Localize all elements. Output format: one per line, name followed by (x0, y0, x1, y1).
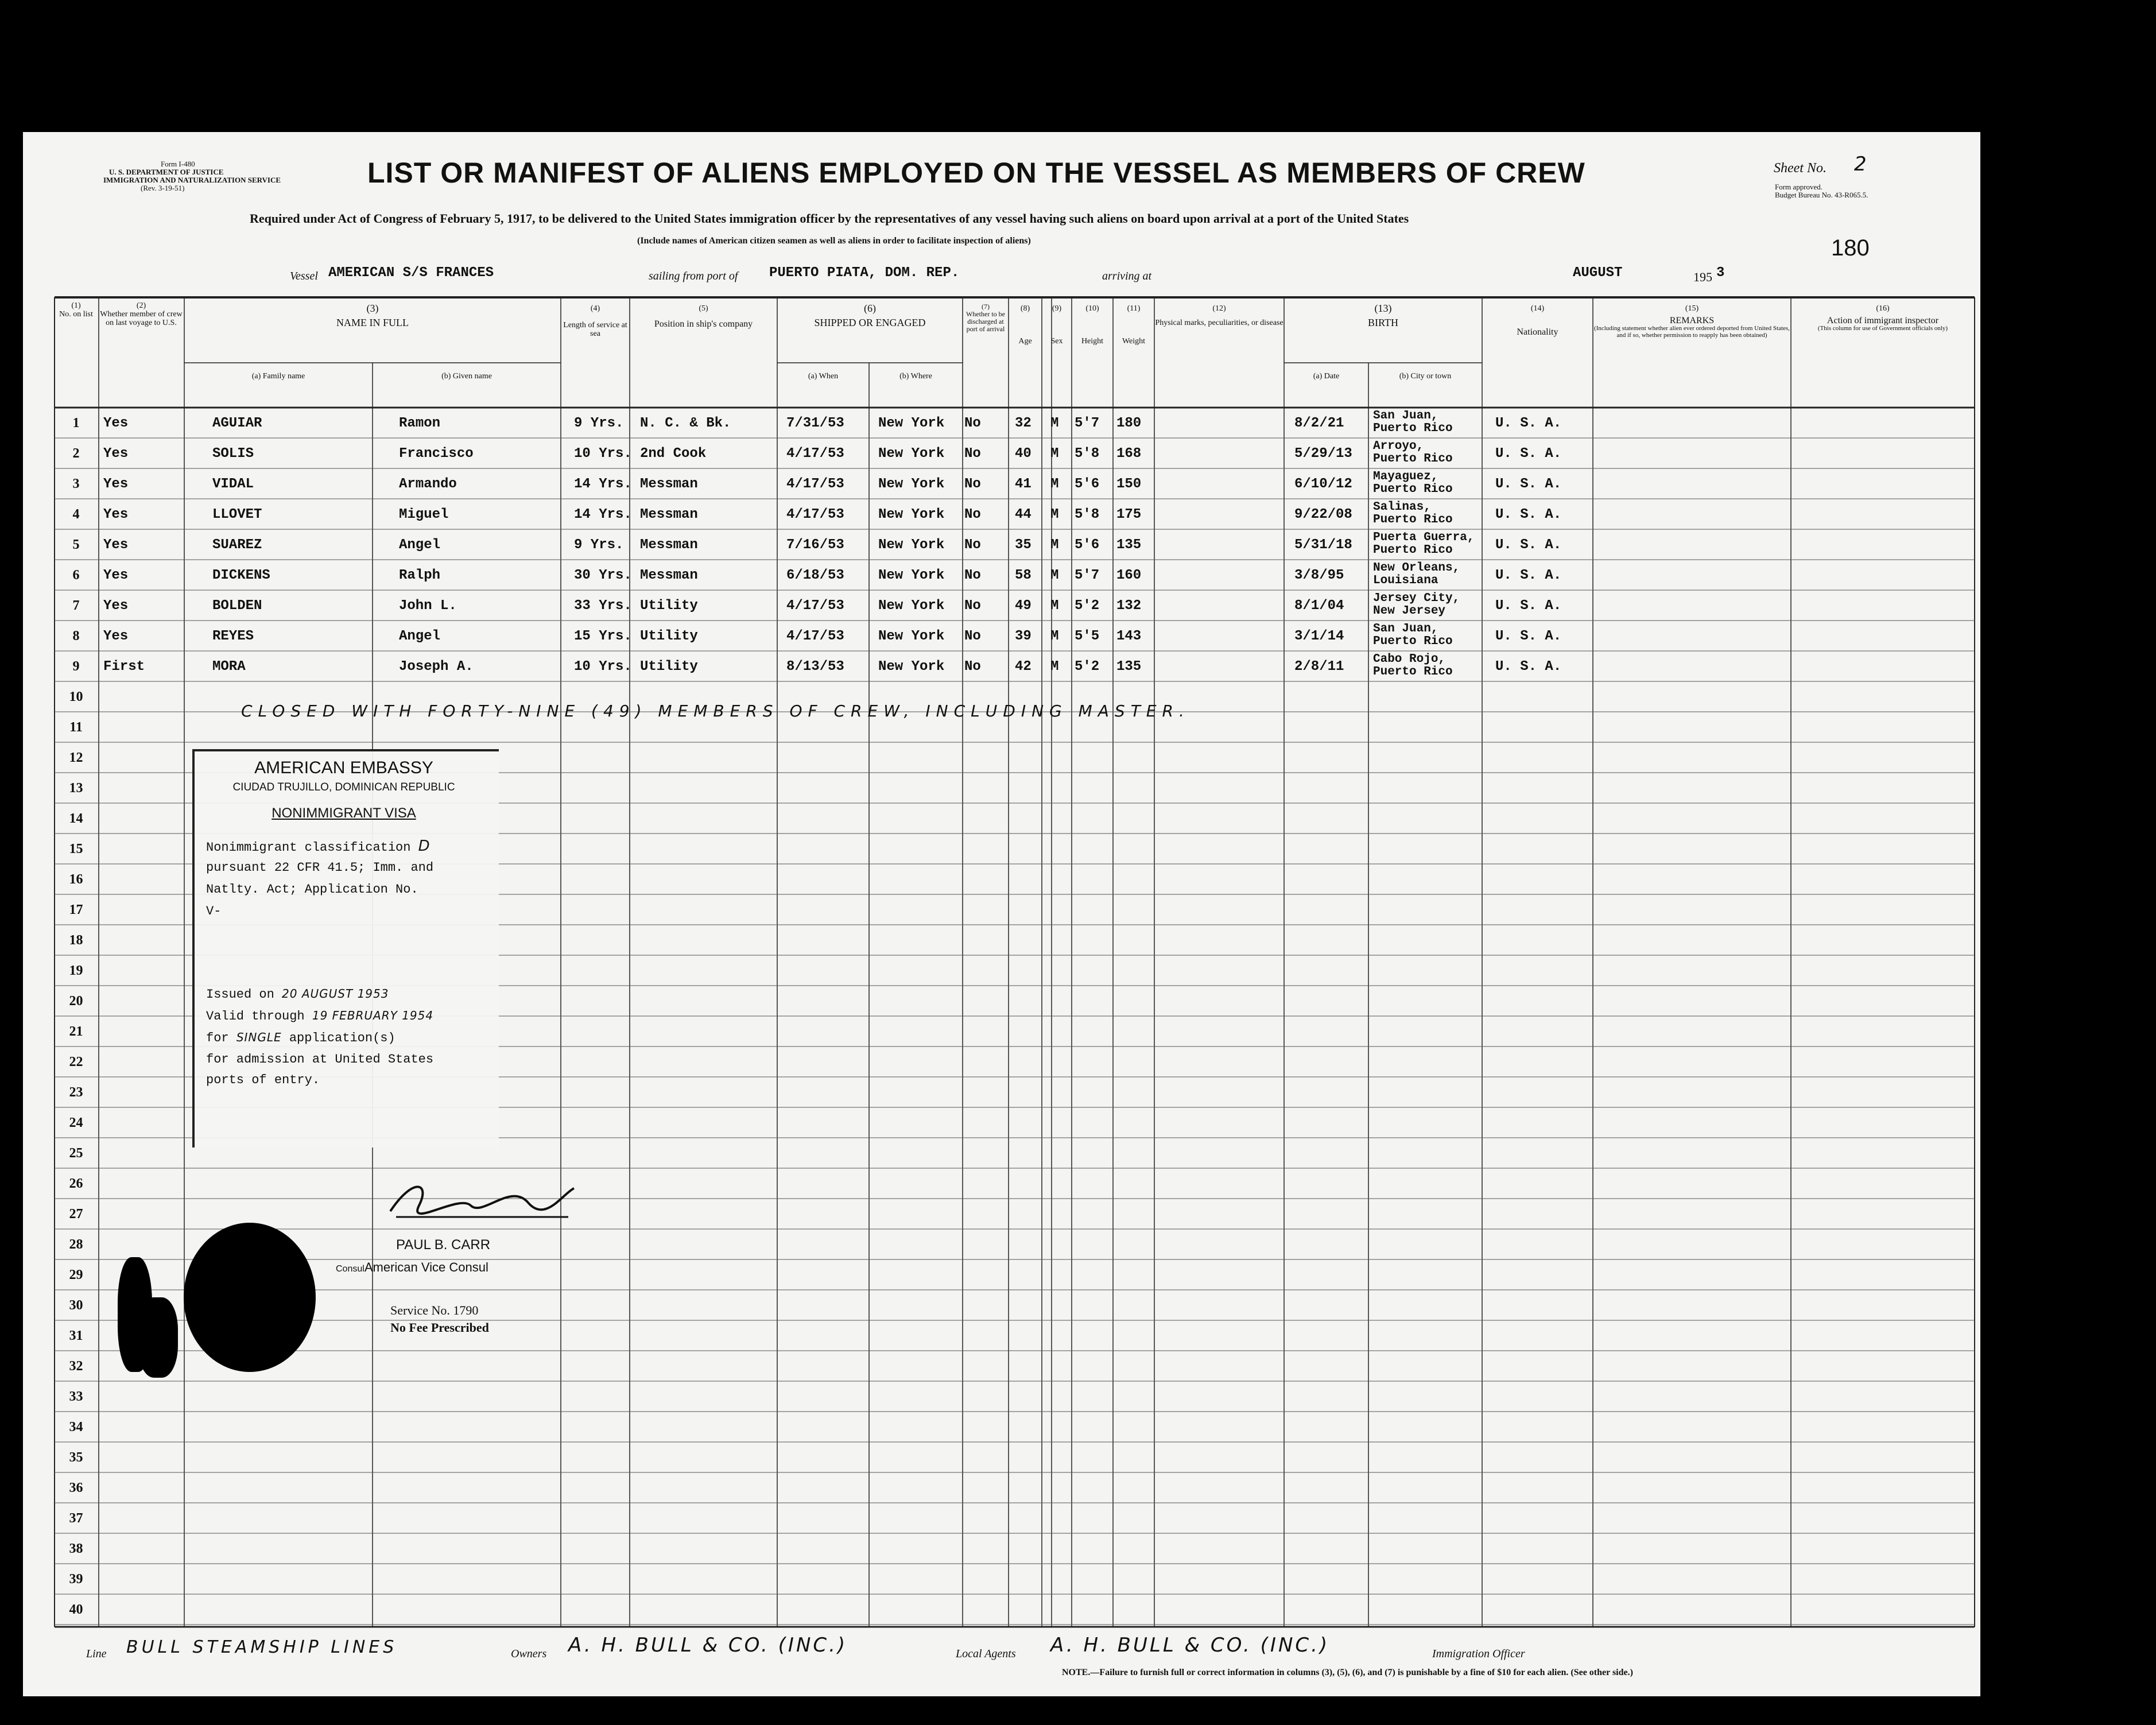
row-number: 7 (72, 598, 80, 613)
row-number: 10 (69, 689, 83, 704)
cell-discharged: No (964, 598, 981, 614)
cell-given: Armando (399, 476, 457, 492)
row-number: 32 (69, 1359, 83, 1374)
cell-birth-date: 8/2/21 (1294, 416, 1344, 431)
cell-height: 5'6 (1075, 537, 1100, 553)
cell-nationality: U. S. A. (1495, 476, 1562, 492)
cell-sex: M (1050, 446, 1059, 462)
cell-sex: M (1050, 476, 1059, 492)
cell-nationality: U. S. A. (1495, 568, 1562, 583)
cell-last: Yes (103, 476, 129, 492)
cell-height: 5'7 (1075, 416, 1100, 431)
cell-nationality: U. S. A. (1495, 416, 1562, 431)
cell-sex: M (1050, 629, 1059, 644)
cell-service: 14 Yrs. (574, 507, 632, 522)
cell-birth-date: 8/1/04 (1294, 598, 1344, 614)
cell-discharged: No (964, 416, 981, 431)
cell-height: 5'2 (1075, 598, 1100, 614)
budget-bureau: Budget Bureau No. 43-R065.5. (1775, 191, 1868, 199)
cell-birth-date: 5/29/13 (1294, 446, 1352, 462)
cell-given: Francisco (399, 446, 474, 462)
cell-service: 9 Yrs. (574, 416, 624, 431)
stamp-for: for SINGLE application(s) (206, 1030, 395, 1045)
closing-note: CLOSED WITH FORTY-NINE (49) MEMBERS OF CREW, INCLUDING MASTER. (241, 701, 1190, 720)
col7-header: (7) Whether to be discharged at port of arrival (966, 303, 1005, 333)
row-number: 1 (72, 416, 80, 431)
row-number: 28 (69, 1237, 83, 1252)
cell-discharged: No (964, 659, 981, 675)
col12-header: (12) Physical marks, peculiarities, or disease (1155, 304, 1283, 327)
cell-last: Yes (103, 629, 129, 644)
officer-label: Immigration Officer (1432, 1648, 1525, 1660)
row-number: 36 (69, 1480, 83, 1495)
cell-given: Ramon (399, 416, 441, 431)
cell-sex: M (1050, 659, 1059, 675)
arrival-month: AUGUST (1573, 265, 1623, 281)
footer-note: NOTE.—Failure to furnish full or correct information in columns (3), (5), (6), and (7) is punishable by a fine of $10 for each alien. (See other side.) (1062, 1668, 1633, 1677)
cell-height: 5'8 (1075, 446, 1100, 462)
col4-header: (4) Length of service at sea (563, 304, 627, 338)
cell-service: 10 Yrs. (574, 659, 632, 675)
row-number: 27 (69, 1207, 83, 1222)
cell-where: New York (878, 476, 945, 492)
cell-birth-city: Salinas, Puerto Rico (1373, 501, 1453, 526)
cell-where: New York (878, 629, 945, 644)
ink-blot (184, 1223, 316, 1372)
row-number: 37 (69, 1511, 83, 1526)
cell-given: Angel (399, 629, 441, 644)
row-number: 23 (69, 1085, 83, 1100)
cell-birth-city: Puerta Guerra, Puerto Rico (1373, 531, 1475, 557)
cell-family: AGUIAR (212, 416, 262, 431)
year-printed: 195 (1693, 270, 1712, 284)
stamp-issued: Issued on 20 AUGUST 1953 (206, 987, 389, 1002)
service-name: IMMIGRATION AND NATURALIZATION SERVICE (103, 176, 281, 184)
cell-family: LLOVET (212, 507, 262, 522)
cell-where: New York (878, 446, 945, 462)
cell-age: 41 (1015, 476, 1032, 492)
cell-family: SOLIS (212, 446, 254, 462)
department-name: U. S. DEPARTMENT OF JUSTICE (109, 168, 224, 176)
cell-discharged: No (964, 568, 981, 583)
row-number: 33 (69, 1389, 83, 1404)
cell-family: BOLDEN (212, 598, 262, 614)
cell-service: 33 Yrs. (574, 598, 632, 614)
cell-birth-city: Jersey City, New Jersey (1373, 592, 1460, 618)
col13a-header: (a) Date (1313, 372, 1340, 381)
cell-sex: M (1050, 568, 1059, 583)
cell-position: Messman (640, 568, 698, 583)
cell-weight: 168 (1116, 446, 1142, 462)
agents-value: A. H. BULL & CO. (INC.) (1050, 1634, 1330, 1657)
form-subnote: (Include names of American citizen seamen as well as aliens in order to facilitate inspection of aliens) (637, 236, 1031, 246)
cell-age: 49 (1015, 598, 1032, 614)
cell-age: 42 (1015, 659, 1032, 675)
service-number: Service No. 1790 (390, 1303, 479, 1317)
cell-when: 7/31/53 (786, 416, 844, 431)
col9-header: (9) Sex (1050, 304, 1063, 346)
cell-service: 9 Yrs. (574, 537, 624, 553)
cell-when: 4/17/53 (786, 446, 844, 462)
cell-where: New York (878, 507, 945, 522)
row-number: 2 (72, 446, 80, 461)
ink-blot (138, 1297, 178, 1378)
cell-sex: M (1050, 416, 1059, 431)
visa-stamp (192, 749, 499, 1148)
cell-nationality: U. S. A. (1495, 659, 1562, 675)
row-number: 34 (69, 1420, 83, 1435)
cell-nationality: U. S. A. (1495, 598, 1562, 614)
stamp-visa-type: NONIMMIGRANT VISA (272, 805, 416, 821)
cell-when: 4/17/53 (786, 507, 844, 522)
row-number: 14 (69, 811, 83, 826)
col1-header: (1) No. on list (59, 301, 93, 319)
page-number: 180 (1831, 235, 1870, 261)
stamp-admission: for admission at United States (206, 1052, 434, 1067)
cell-service: 14 Yrs. (574, 476, 632, 492)
stamp-valid: Valid through 19 FEBRUARY 1954 (206, 1009, 434, 1024)
col6a-header: (a) When (808, 372, 839, 381)
row-number: 17 (69, 902, 83, 917)
consul-name: PAUL B. CARR (396, 1237, 491, 1253)
cell-when: 7/16/53 (786, 537, 844, 553)
cell-weight: 175 (1116, 507, 1142, 522)
cell-position: Messman (640, 507, 698, 522)
cell-age: 32 (1015, 416, 1032, 431)
line-value: BULL STEAMSHIP LINES (126, 1637, 398, 1657)
col13b-header: (b) City or town (1399, 372, 1452, 381)
manifest-sheet (23, 132, 1980, 1696)
cell-last: Yes (103, 507, 129, 522)
cell-where: New York (878, 537, 945, 553)
owners-value: A. H. BULL & CO. (INC.) (568, 1634, 848, 1657)
col10-header: (10) Height (1081, 304, 1104, 346)
cell-discharged: No (964, 537, 981, 553)
col13-header: (13) BIRTH (1368, 303, 1398, 328)
cell-discharged: No (964, 476, 981, 492)
cell-when: 4/17/53 (786, 476, 844, 492)
cell-given: John L. (399, 598, 457, 614)
form-subtitle: Required under Act of Congress of February 5, 1917, to be delivered to the United States immigration officer by the representatives of any vessel having such aliens on board upon arrival at a port of the United States (250, 211, 1409, 226)
cell-position: Utility (640, 659, 698, 675)
cell-age: 44 (1015, 507, 1032, 522)
cell-weight: 132 (1116, 598, 1142, 614)
stamp-v-line: V- (206, 904, 222, 918)
row-number: 9 (72, 659, 80, 674)
consul-title: ConsulAmerican Vice Consul (336, 1260, 488, 1274)
cell-age: 40 (1015, 446, 1032, 462)
col16-header: (16) Action of immigrant inspector (This column for use of Government officials only) (1817, 304, 1948, 332)
col2-header: (2) Whether member of crew on last voyage to U.S. (100, 301, 183, 327)
stamp-ports: ports of entry. (206, 1073, 320, 1087)
cell-sex: M (1050, 537, 1059, 553)
cell-birth-city: New Orleans, Louisiana (1373, 561, 1460, 587)
cell-height: 5'6 (1075, 476, 1100, 492)
col3a-header: (a) Family name (251, 372, 305, 381)
sheet-number: 2 (1854, 153, 1869, 176)
cell-birth-date: 5/31/18 (1294, 537, 1352, 553)
cell-weight: 150 (1116, 476, 1142, 492)
cell-weight: 180 (1116, 416, 1142, 431)
cell-when: 4/17/53 (786, 629, 844, 644)
cell-given: Ralph (399, 568, 441, 583)
cell-where: New York (878, 659, 945, 675)
cell-when: 8/13/53 (786, 659, 844, 675)
sailing-label: sailing from port of (649, 270, 738, 282)
row-number: 13 (69, 781, 83, 796)
cell-discharged: No (964, 507, 981, 522)
cell-height: 5'8 (1075, 507, 1100, 522)
cell-birth-city: Cabo Rojo, Puerto Rico (1373, 653, 1453, 679)
cell-when: 4/17/53 (786, 598, 844, 614)
consul-signature (379, 1171, 585, 1234)
col11-header: (11) Weight (1122, 304, 1146, 346)
cell-position: Utility (640, 598, 698, 614)
row-number: 35 (69, 1450, 83, 1465)
row-number: 31 (69, 1328, 83, 1343)
cell-age: 35 (1015, 537, 1032, 553)
row-number: 15 (69, 842, 83, 856)
col3-header: (3) NAME IN FULL (336, 303, 409, 328)
arriving-label: arriving at (1102, 270, 1152, 282)
cell-position: N. C. & Bk. (640, 416, 731, 431)
cell-last: Yes (103, 568, 129, 583)
vessel-label: Vessel (290, 270, 318, 282)
cell-nationality: U. S. A. (1495, 446, 1562, 462)
line-label: Line (86, 1648, 107, 1660)
page-title: LIST OR MANIFEST OF ALIENS EMPLOYED ON THE VESSEL AS MEMBERS OF CREW (367, 157, 1585, 189)
cell-last: Yes (103, 537, 129, 553)
cell-when: 6/18/53 (786, 568, 844, 583)
cell-nationality: U. S. A. (1495, 629, 1562, 644)
cell-birth-city: Mayaguez, Puerto Rico (1373, 470, 1453, 496)
row-number: 16 (69, 872, 83, 887)
row-number: 40 (69, 1602, 83, 1617)
row-number: 18 (69, 933, 83, 948)
cell-birth-city: Arroyo, Puerto Rico (1373, 440, 1453, 466)
owners-label: Owners (511, 1648, 547, 1660)
cell-position: 2nd Cook (640, 446, 707, 462)
cell-last: Yes (103, 416, 129, 431)
cell-birth-date: 3/1/14 (1294, 629, 1344, 644)
row-number: 12 (69, 750, 83, 765)
cell-weight: 143 (1116, 629, 1142, 644)
row-number: 38 (69, 1541, 83, 1556)
cell-where: New York (878, 568, 945, 583)
col3b-header: (b) Given name (441, 372, 492, 381)
row-number: 19 (69, 963, 83, 978)
cell-last: Yes (103, 446, 129, 462)
stamp-pursuant: pursuant 22 CFR 41.5; Imm. and (206, 860, 434, 875)
cell-where: New York (878, 416, 945, 431)
col8-header: (8) Age (1018, 304, 1032, 346)
cell-nationality: U. S. A. (1495, 537, 1562, 553)
cell-service: 10 Yrs. (574, 446, 632, 462)
cell-weight: 135 (1116, 537, 1142, 553)
cell-position: Messman (640, 537, 698, 553)
row-number: 22 (69, 1055, 83, 1069)
agents-label: Local Agents (956, 1648, 1016, 1660)
sheet-label: Sheet No. (1774, 161, 1827, 176)
cell-birth-date: 9/22/08 (1294, 507, 1352, 522)
vessel-name: AMERICAN S/S FRANCES (328, 265, 494, 281)
form-number: Form I-480 (161, 160, 195, 168)
cell-height: 5'5 (1075, 629, 1100, 644)
cell-birth-date: 6/10/12 (1294, 476, 1352, 492)
row-number: 21 (69, 1024, 83, 1039)
stamp-embassy: AMERICAN EMBASSY (254, 758, 433, 777)
cell-family: SUAREZ (212, 537, 262, 553)
year-digit: 3 (1716, 265, 1725, 281)
cell-service: 30 Yrs. (574, 568, 632, 583)
row-number: 5 (72, 537, 80, 552)
row-number: 8 (72, 629, 80, 644)
cell-family: VIDAL (212, 476, 254, 492)
cell-last: Yes (103, 598, 129, 614)
cell-birth-city: San Juan, Puerto Rico (1373, 622, 1453, 648)
cell-height: 5'2 (1075, 659, 1100, 675)
cell-discharged: No (964, 446, 981, 462)
col15-header: (15) REMARKS (Including statement whether alien ever ordered deported from United States, and if so, whether permission to reapply has been obtained) (1594, 304, 1790, 339)
cell-service: 15 Yrs. (574, 629, 632, 644)
cell-family: DICKENS (212, 568, 270, 583)
row-number: 26 (69, 1176, 83, 1191)
stamp-classification: Nonimmigrant classification D (206, 838, 432, 855)
cell-family: MORA (212, 659, 246, 675)
row-number: 20 (69, 994, 83, 1009)
cell-sex: M (1050, 507, 1059, 522)
stamp-city: CIUDAD TRUJILLO, DOMINICAN REPUBLIC (232, 781, 455, 793)
departure-port: PUERTO PIATA, DOM. REP. (769, 265, 960, 281)
form-approved: Form approved. (1775, 183, 1823, 191)
cell-given: Miguel (399, 507, 449, 522)
row-number: 25 (69, 1146, 83, 1161)
col6b-header: (b) Where (899, 372, 932, 381)
row-number: 11 (69, 720, 83, 735)
row-number: 3 (72, 476, 80, 491)
row-number: 30 (69, 1298, 83, 1313)
cell-weight: 160 (1116, 568, 1142, 583)
cell-height: 5'7 (1075, 568, 1100, 583)
col14-header: (14) Nationality (1517, 304, 1558, 337)
col5-header: (5) Position in ship's company (654, 304, 753, 329)
cell-last: First (103, 659, 145, 675)
stamp-act: Natlty. Act; Application No. (206, 882, 418, 897)
cell-given: Joseph A. (399, 659, 474, 675)
cell-position: Messman (640, 476, 698, 492)
fee-note: No Fee Prescribed (390, 1320, 489, 1335)
cell-birth-city: San Juan, Puerto Rico (1373, 409, 1453, 435)
row-number: 39 (69, 1572, 83, 1587)
cell-where: New York (878, 598, 945, 614)
cell-family: REYES (212, 629, 254, 644)
cell-sex: M (1050, 598, 1059, 614)
cell-age: 58 (1015, 568, 1032, 583)
cell-given: Angel (399, 537, 441, 553)
col6-header: (6) SHIPPED OR ENGAGED (814, 303, 926, 328)
row-number: 6 (72, 568, 80, 583)
row-number: 29 (69, 1267, 83, 1282)
cell-position: Utility (640, 629, 698, 644)
cell-birth-date: 3/8/95 (1294, 568, 1344, 583)
cell-age: 39 (1015, 629, 1032, 644)
cell-weight: 135 (1116, 659, 1142, 675)
form-revision: (Rev. 3-19-51) (141, 184, 185, 192)
cell-nationality: U. S. A. (1495, 507, 1562, 522)
row-number: 4 (72, 507, 80, 522)
row-number: 24 (69, 1115, 83, 1130)
cell-birth-date: 2/8/11 (1294, 659, 1344, 675)
cell-discharged: No (964, 629, 981, 644)
